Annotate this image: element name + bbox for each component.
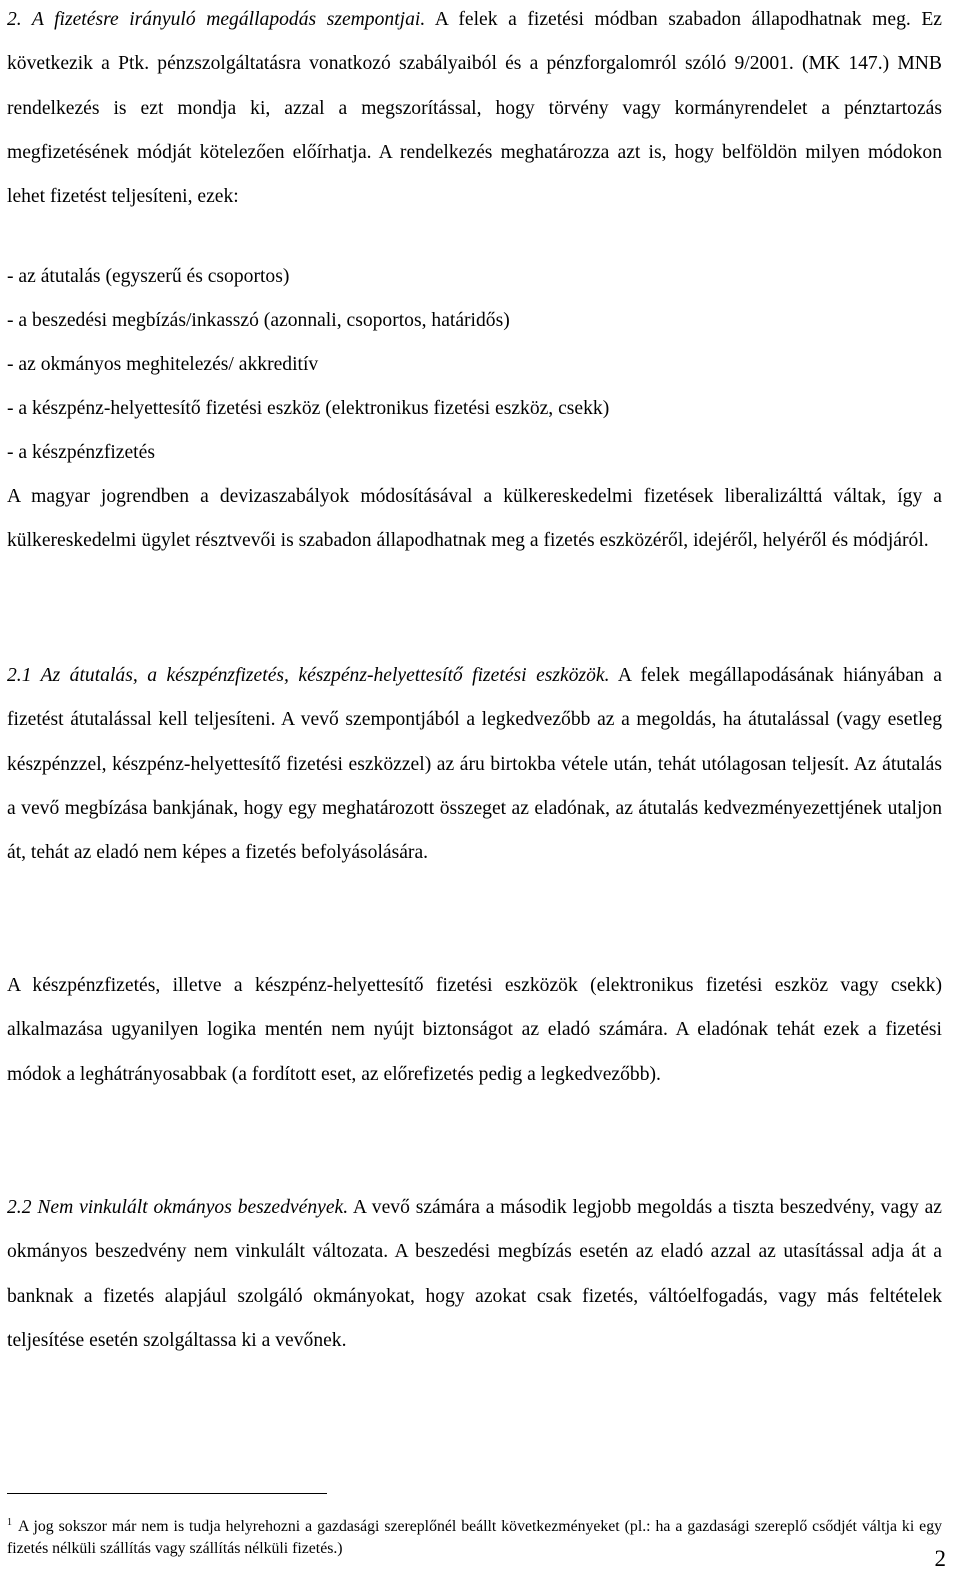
section-2-1-paragraph-2: A készpénzfizetés, illetve a készpénz-helyettesítő fizetési eszközök (elektronikus fizetési eszköz vagy csekk) alkalmazása ugyanilyen logika mentén nem nyújt biztonságot az eladó számára. A eladónak tehát ezek a fizetési módok a leghátrányosabbak (a fordított eset, az előrefizetés pedig a legkedvezőbb). [7,975,942,1085]
section-2-1-body: A felek megállapodásának hiányában a fizetést átutalással kell teljesíteni. A vevő szempontjából a legkedvezőbb az a megoldás, ha átutalással (vagy esetleg készpénzzel, készpénz-helyettesítő fizetési eszközzel) az áru birtokba vétele után, tehát utólagosan teljesít. Az átutalás a vevő megbízása bankjának, hogy egy meghatározott összeget az eladónak, az átutalás kedvezményezettjének utaljon át, tehát az eladó nem képes a fizetés befolyásolására. [7,665,942,864]
section-2-1-paragraph [7,654,942,875]
footnote [7,1512,942,1560]
footnote-marker: 1 [7,1517,12,1528]
section-2-heading: 2. A fizetésre irányuló megállapodás szempontjai. [7,9,426,30]
section-2-body: A felek a fizetési módban szabadon állapodhatnak meg. Ez következik a Ptk. pénzszolgáltatásra vonatkozó szabályaiból és a pénzforgalomról szóló 9/2001. (MK 147.) MNB rendelkezés is ezt mondja ki, azzal a megszorítással, hogy törvény vagy kormányrendelet a pénztartozás megfizetésének módját kötelezően előírhatja. A rendelkezés meghatározza azt is, hogy belföldön milyen módokon lehet fizetést teljesíteni, ezek: [7,9,942,208]
section-2-paragraph [7,0,942,219]
list-item-cash-payment: - a készpénzfizetés [7,442,155,463]
list-item-collection: - a beszedési megbízás/inkasszó (azonnali, csoportos, határidős) [7,310,510,331]
section-2-paragraph-2: A magyar jogrendben a devizaszabályok módosításával a külkereskedelmi fizetések liberalizálttá váltak, így a külkereskedelmi ügylet résztvevői is szabadon állapodhatnak meg a fizetés eszközéről, idejéről, helyéről és módjáról. [7,486,942,552]
section-2-2-heading: 2.2 Nem vinkulált okmányos beszedvények. [7,1197,349,1218]
page-number: 2 [934,1546,946,1571]
section-2-2-paragraph [7,1186,942,1363]
list-item-transfer: - az átutalás (egyszerű és csoportos) [7,266,290,287]
footnote-text: A jog sokszor már nem is tudja helyrehozni a gazdasági szereplőnél beállt következményeket (pl.: ha a gazdasági szereplő csődjét váltja ki egy fizetés nélküli szállítás vagy szállítás nélküli fizetés.) [7,1518,942,1557]
list-item-cash-substitute: - a készpénz-helyettesítő fizetési eszköz (elektronikus fizetési eszköz, csekk) [7,398,610,419]
section-2-2-body: A vevő számára a második legjobb megoldás a tiszta beszedvény, vagy az okmányos beszedvény nem vinkulált változata. A beszedési megbízás esetén az eladó azzal az utasítással adja át a banknak a fizetés alapjául szolgáló okmányokat, hogy azokat csak fizetés, váltóelfogadás, vagy más feltételek teljesítése esetén szolgáltassa ki a vevőnek. [7,1197,942,1351]
section-2-1-heading: 2.1 Az átutalás, a készpénzfizetés, készpénz-helyettesítő fizetési eszközök. [7,665,610,686]
list-item-letter-of-credit: - az okmányos meghitelezés/ akkreditív [7,354,319,375]
footnote-divider [7,1493,327,1494]
